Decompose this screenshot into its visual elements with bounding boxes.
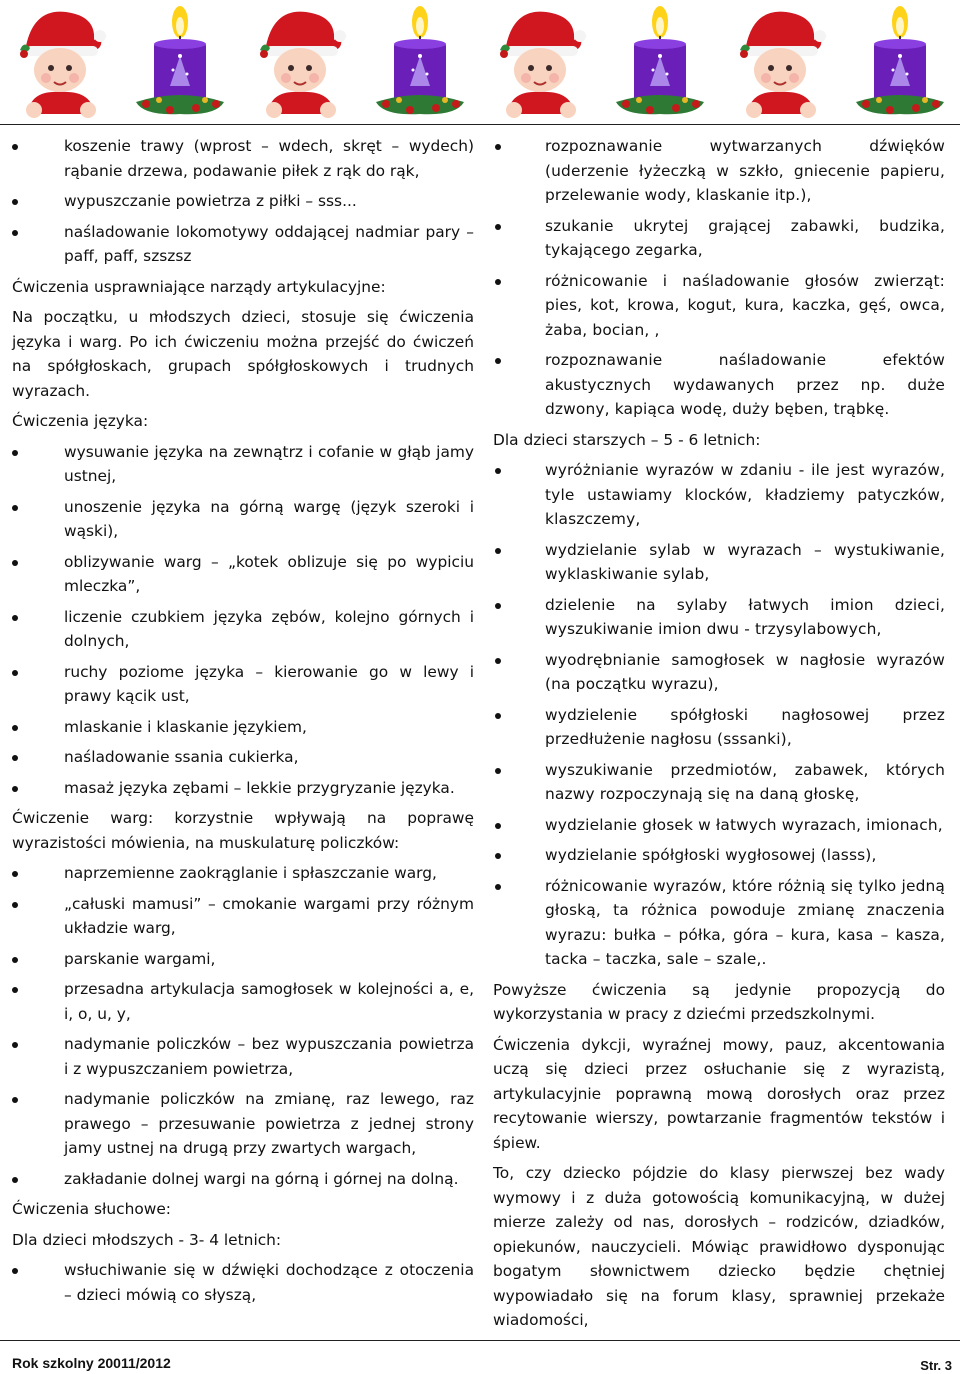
right-column xyxy=(493,134,945,1339)
list-item-text: wsłuchiwanie się w dźwięki dochodzące z otoczenia – dzieci mówią co słyszą, xyxy=(64,1261,474,1304)
bullet-icon xyxy=(495,144,501,150)
paragraph: Dla dzieci starszych – 5 - 6 letnich: xyxy=(493,430,761,449)
list-item-text: „całuski mamusi” – cmokanie wargami przy różnym układzie warg, xyxy=(64,894,474,937)
list-item xyxy=(12,134,474,183)
list-item xyxy=(12,550,474,599)
header-banner xyxy=(0,0,960,122)
bullet-icon xyxy=(12,902,18,908)
list-item-text: rozpoznawanie wytwarzanych dźwięków (uderzenie łyżeczką w szkło, gniecenie papieru, przelewanie wody, klaskanie itp.), xyxy=(545,137,945,204)
paragraph: Ćwiczenia języka: xyxy=(12,412,149,430)
list-item-text: oblizywanie warg – „kotek oblizuje się po wypiciu mleczka”, xyxy=(64,552,474,595)
bullet-list xyxy=(12,440,474,801)
list-item-text: liczenie czubkiem języka zębów, kolejno górnych i dolnych, xyxy=(64,607,474,650)
bullet-icon xyxy=(12,560,18,566)
list-item-text: różnicowanie i naśladowanie głosów zwierząt: pies, kot, krowa, kogut, kura, kaczka, gęś, owca, żaba, bocian, , xyxy=(545,271,945,339)
bullet-icon xyxy=(12,615,18,621)
bullet-icon xyxy=(495,279,501,285)
list-item-text: naśladowanie ssania cukierka, xyxy=(64,748,299,766)
list-item-text: nadymanie policzków – bez wypuszczania powietrza i z wypuszczaniem powietrza, xyxy=(64,1035,474,1078)
list-item xyxy=(12,189,474,214)
bullet-list xyxy=(12,134,474,269)
bullet-list xyxy=(12,861,474,1191)
bullet-icon xyxy=(12,1097,18,1103)
list-item xyxy=(12,660,474,709)
paragraph: Dla dzieci młodszych - 3- 4 letnich: xyxy=(12,1230,282,1249)
bullet-list xyxy=(493,458,945,972)
list-item xyxy=(493,813,945,838)
footer-divider xyxy=(0,1340,960,1341)
list-item-text: wyodrębnianie samogłosek w nagłosie wyrazów (na początku wyrazu), xyxy=(545,650,945,693)
list-item-text: parskanie wargami, xyxy=(64,949,216,968)
list-item xyxy=(12,1087,474,1161)
bullet-list xyxy=(493,134,945,422)
purple-candle-icon xyxy=(360,0,480,122)
bullet-icon xyxy=(495,603,501,609)
list-item-text: naprzemienne zaokrąglanie i spłaszczanie warg, xyxy=(64,864,437,882)
elf-baby-icon xyxy=(720,0,840,122)
elf-baby-icon xyxy=(480,0,600,122)
paragraph: Ćwiczenia słuchowe: xyxy=(12,1200,171,1218)
list-item xyxy=(12,892,474,941)
bullet-icon xyxy=(12,725,18,731)
list-item xyxy=(12,440,474,489)
bullet-icon xyxy=(495,823,501,829)
list-item-text: wyszukiwanie przedmiotów, zabawek, których nazwy rozpoczynają się na daną głoskę, xyxy=(545,760,945,803)
header-divider xyxy=(0,124,960,125)
bullet-icon xyxy=(12,987,18,993)
bullet-icon xyxy=(12,144,18,150)
list-item-text: ruchy poziome języka – kierowanie go w lewy i prawy kącik ust, xyxy=(64,662,474,705)
school-year-label: Rok szkolny 20011/2012 xyxy=(12,1355,171,1371)
bullet-icon xyxy=(12,786,18,792)
bullet-icon xyxy=(495,658,501,664)
list-item xyxy=(12,715,474,740)
paragraph: To, czy dziecko pójdzie do klasy pierwszej bez wady wymowy i z duża gotowością komunikacyjną, w dużej mierze zależy od nas, dorosłych – rodziców, dziadków, opiekunów, nauczycieli. Mówiąc prawidłowo dysponując bogatym słownictwem dziecko będzie chętniej wypowiadało się na forum klasy, sprawniej przekaże wiadomości, xyxy=(493,1164,945,1329)
paragraph: Ćwiczenia usprawniające narządy artykulacyjne: xyxy=(12,277,386,296)
bullet-icon xyxy=(12,1268,18,1274)
bullet-icon xyxy=(495,224,501,230)
list-item-text: szukanie ukrytej grającej zabawki, budzika, tykającego zegarka, xyxy=(545,216,945,259)
bullet-icon xyxy=(12,1177,18,1183)
list-item xyxy=(12,495,474,544)
elf-baby-icon xyxy=(240,0,360,122)
list-item xyxy=(12,776,474,801)
purple-candle-icon xyxy=(840,0,960,122)
list-item-text: nadymanie policzków na zmianę, raz lewego, raz prawego – przesuwanie powietrza z jednej strony jamy ustnej na drugą przy zwartych wargach, xyxy=(64,1090,474,1157)
bullet-icon xyxy=(12,450,18,456)
list-item-text: wysuwanie języka na zewnątrz i cofanie w głąb jamy ustnej, xyxy=(64,442,474,485)
bullet-icon xyxy=(12,957,18,963)
bullet-icon xyxy=(12,755,18,761)
list-item xyxy=(493,538,945,587)
page-number: Str. 3 xyxy=(920,1358,952,1373)
bullet-icon xyxy=(12,199,18,205)
paragraph: Ćwiczenia dykcji, wyraźnej mowy, pauz, akcentowania uczą się dzieci przez osłuchanie się z wyrazistą, artykulacyjnie poprawną mową dorosłych oraz przez recytowanie wierszy, powtarzanie fragmentów tekstów i śpiew. xyxy=(493,1035,945,1152)
list-item xyxy=(493,458,945,532)
list-item-text: unoszenie języka na górną wargę (język szeroki i wąski), xyxy=(64,497,474,540)
list-item xyxy=(12,745,474,770)
bullet-icon xyxy=(495,468,501,474)
bullet-icon xyxy=(495,884,501,890)
paragraph: Ćwiczenie warg: korzystnie wpływają na poprawę wyrazistości mówienia, na muskulaturę policzków: xyxy=(12,809,474,852)
left-column xyxy=(12,134,474,1313)
list-item-text: wyróżnianie wyrazów w zdaniu - ile jest wyrazów, tyle ustawiamy klocków, kładziemy patyczków, klaszczemy, xyxy=(545,461,945,528)
bullet-icon xyxy=(495,548,501,554)
bullet-list xyxy=(12,1258,474,1307)
list-item-text: naśladowanie lokomotywy oddającej nadmiar pary – paff, paff, szszsz xyxy=(64,222,474,265)
list-item-text: wydzielanie sylab w wyrazach – wystukiwanie, wyklaskiwanie sylab, xyxy=(545,540,945,583)
bullet-icon xyxy=(495,853,501,859)
purple-candle-icon xyxy=(120,0,240,122)
list-item-text: mlaskanie i klaskanie językiem, xyxy=(64,717,307,736)
list-item-text: wydzielanie głosek w łatwych wyrazach, imionach, xyxy=(545,815,943,834)
list-item-text: koszenie trawy (wprost – wdech, skręt – wydech) rąbanie drzewa, podawanie piłek z rąk do rąk, xyxy=(64,137,474,180)
list-item xyxy=(12,605,474,654)
purple-candle-icon xyxy=(600,0,720,122)
list-item xyxy=(12,861,474,886)
list-item xyxy=(493,758,945,807)
list-item-text: rozpoznawanie naśladowanie efektów akustycznych wydawanych przez np. duże dzwony, kapiąca wodę, duży bęben, trąbkę. xyxy=(545,351,945,418)
bullet-icon xyxy=(495,768,501,774)
list-item xyxy=(12,977,474,1026)
bullet-icon xyxy=(12,670,18,676)
list-item xyxy=(493,134,945,208)
bullet-icon xyxy=(12,871,18,877)
bullet-icon xyxy=(12,230,18,236)
bullet-icon xyxy=(495,713,501,719)
list-item xyxy=(493,648,945,697)
list-item xyxy=(493,214,945,263)
list-item-text: wydzielanie spółgłoski wygłosowej (lasss), xyxy=(545,846,877,864)
bullet-icon xyxy=(495,358,501,364)
list-item-text: zakładanie dolnej wargi na górną i górnej na dolną. xyxy=(64,1169,459,1188)
list-item xyxy=(493,348,945,422)
list-item-text: dzielenie na sylaby łatwych imion dzieci, wyszukiwanie imion dwu - trzysylabowych, xyxy=(545,595,945,638)
list-item xyxy=(12,1032,474,1081)
list-item-text: wydzielenie spółgłoski nagłosowej przez przedłużenie nagłosu (sssanki), xyxy=(545,705,945,748)
paragraph: Na początku, u młodszych dzieci, stosuje się ćwiczenia języka i warg. Po ich ćwiczeniu można przejść do ćwiczeń na spółgłoskach, grupach spółgłoskowych i trudnych wyrazach. xyxy=(12,308,474,400)
list-item-text: różnicowanie wyrazów, które różnią się tylko jedną głoską, ta różnica powoduje zmianę znaczenia wyrazu: bułka – półka, góra – kura, kasa – kasza, tacka – taczka, sale – szale,. xyxy=(545,876,945,968)
list-item xyxy=(493,703,945,752)
list-item xyxy=(493,843,945,868)
elf-baby-icon xyxy=(0,0,120,122)
paragraph: Powyższe ćwiczenia są jedynie propozycją do wykorzystania w pracy z dziećmi przedszkolnymi. xyxy=(493,980,945,1023)
list-item xyxy=(12,1167,474,1192)
bullet-icon xyxy=(12,1042,18,1048)
list-item xyxy=(12,947,474,972)
list-item xyxy=(12,1258,474,1307)
list-item xyxy=(493,593,945,642)
list-item xyxy=(493,874,945,972)
list-item xyxy=(493,269,945,343)
list-item-text: masaż języka zębami – lekkie przygryzanie języka. xyxy=(64,778,455,797)
bullet-icon xyxy=(12,505,18,511)
list-item-text: przesadna artykulacja samogłosek w kolejności a, e, i, o, u, y, xyxy=(64,980,474,1023)
list-item xyxy=(12,220,474,269)
list-item-text: wypuszczanie powietrza z piłki – sss... xyxy=(64,192,357,210)
